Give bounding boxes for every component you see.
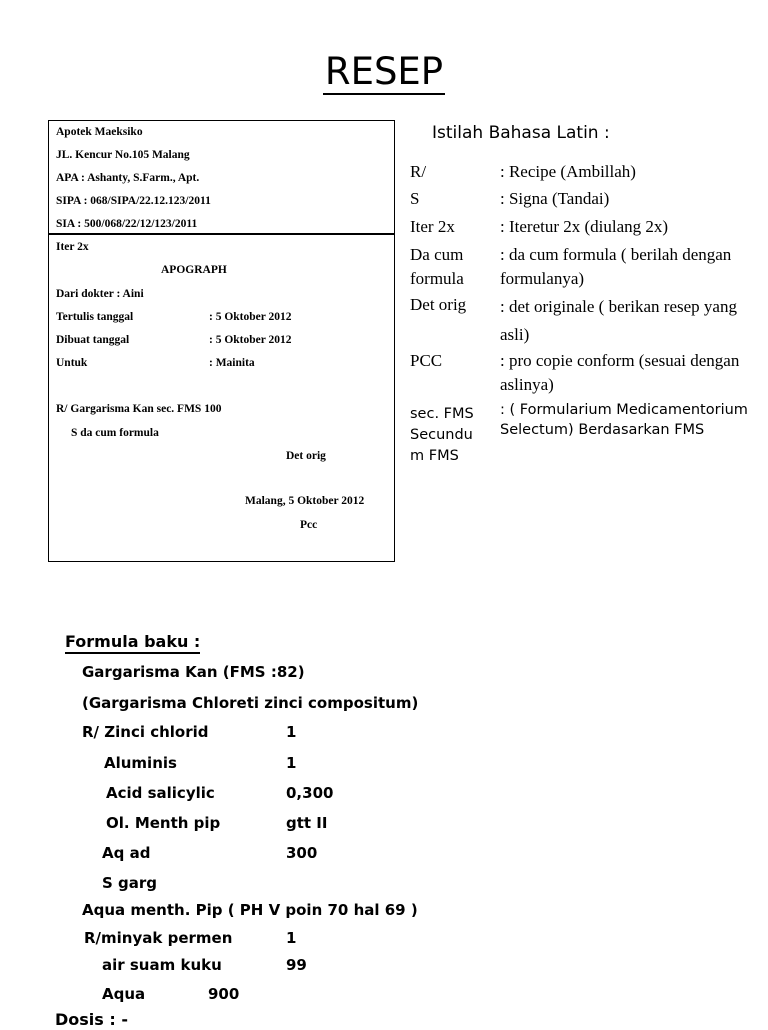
- glossary-title: Istilah Bahasa Latin :: [432, 123, 610, 143]
- glossary-definition: : det originale ( berikan resep yang asli): [500, 297, 737, 344]
- prescription-box: [48, 120, 395, 562]
- formula-signa: S garg: [102, 874, 158, 892]
- glossary-term: R/: [410, 162, 427, 181]
- pharmacy-apa: APA : Ashanty, S.Farm., Apt.: [56, 172, 200, 184]
- ingredient-name: R/ Zinci chlorid: [82, 723, 209, 741]
- ingredient-qty: 1: [286, 723, 297, 741]
- aqua-line-qty: 900: [208, 985, 240, 1003]
- glossary-definition: : ( Formularium Medicamentorium Selectum) Berdasarkan FMS: [500, 402, 748, 438]
- glossary-definition: : Iteretur 2x (diulang 2x): [500, 217, 669, 236]
- glossary-term: Iter 2x: [410, 217, 455, 236]
- pharmacy-sipa: SIPA : 068/SIPA/22.12.123/2011: [56, 195, 211, 207]
- formula-latin-name: (Gargarisma Chloreti zinci compositum): [82, 694, 419, 712]
- written-date-value: : 5 Oktober 2012: [209, 311, 292, 323]
- signa-line: S da cum formula: [71, 427, 159, 439]
- ingredient-qty: 1: [286, 754, 297, 772]
- glossary-definition: : Recipe (Ambillah): [500, 162, 636, 181]
- pharmacy-address: JL. Kencur No.105 Malang: [56, 149, 190, 161]
- written-date-label: Tertulis tanggal: [56, 311, 134, 323]
- made-date-label: Dibuat tanggal: [56, 334, 130, 346]
- det-orig-line: Det orig: [286, 450, 326, 462]
- ingredient-name: Aq ad: [102, 844, 151, 862]
- glossary-term: Det orig: [410, 295, 467, 314]
- pcc-line: Pcc: [300, 519, 318, 531]
- glossary-term: Da cum formula: [410, 245, 464, 288]
- ingredient-name: Acid salicylic: [106, 784, 215, 802]
- patient-label: Untuk: [56, 357, 88, 369]
- glossary-definition: : da cum formula ( berilah dengan formulanya): [500, 245, 732, 288]
- glossary-term: S: [410, 189, 420, 208]
- aqua-line-name: Aqua: [102, 985, 146, 1003]
- rx-line: R/ Gargarisma Kan sec. FMS 100: [56, 403, 222, 415]
- glossary-term: sec. FMS Secundu m FMS: [410, 406, 474, 464]
- glossary-term: PCC: [410, 351, 443, 370]
- apograph-heading: APOGRAPH: [161, 264, 227, 276]
- aqua-ingredient-name: R/minyak permen: [84, 929, 233, 947]
- page-title: RESEP: [324, 50, 444, 93]
- patient-value: : Mainita: [209, 357, 255, 369]
- glossary-definition: : pro copie conform (sesuai dengan aslinya): [500, 351, 740, 394]
- header-divider: [49, 233, 394, 235]
- ingredient-qty: 0,300: [286, 784, 334, 802]
- aqua-ingredient-qty: 1: [286, 929, 297, 947]
- iter-label: Iter 2x: [56, 241, 89, 253]
- glossary-definition: : Signa (Tandai): [500, 189, 610, 208]
- pharmacy-name: Apotek Maeksiko: [56, 126, 143, 138]
- aqua-ingredient-qty: 99: [286, 956, 307, 974]
- aqua-title: Aqua menth. Pip ( PH V poin 70 hal 69 ): [82, 901, 418, 919]
- pharmacy-sia: SIA : 500/068/22/12/123/2011: [56, 218, 198, 230]
- formula-name: Gargarisma Kan (FMS :82): [82, 663, 305, 681]
- formula-title: Formula baku :: [65, 632, 200, 654]
- made-date-value: : 5 Oktober 2012: [209, 334, 292, 346]
- ingredient-name: Ol. Menth pip: [106, 814, 221, 832]
- doctor-line: Dari dokter : Aini: [56, 288, 144, 300]
- ingredient-qty: gtt II: [286, 814, 328, 832]
- dosis-line: Dosis : -: [55, 1010, 128, 1029]
- ingredient-qty: 300: [286, 844, 318, 862]
- place-date-line: Malang, 5 Oktober 2012: [245, 495, 365, 507]
- aqua-ingredient-name: air suam kuku: [102, 956, 222, 974]
- ingredient-name: Aluminis: [104, 754, 177, 772]
